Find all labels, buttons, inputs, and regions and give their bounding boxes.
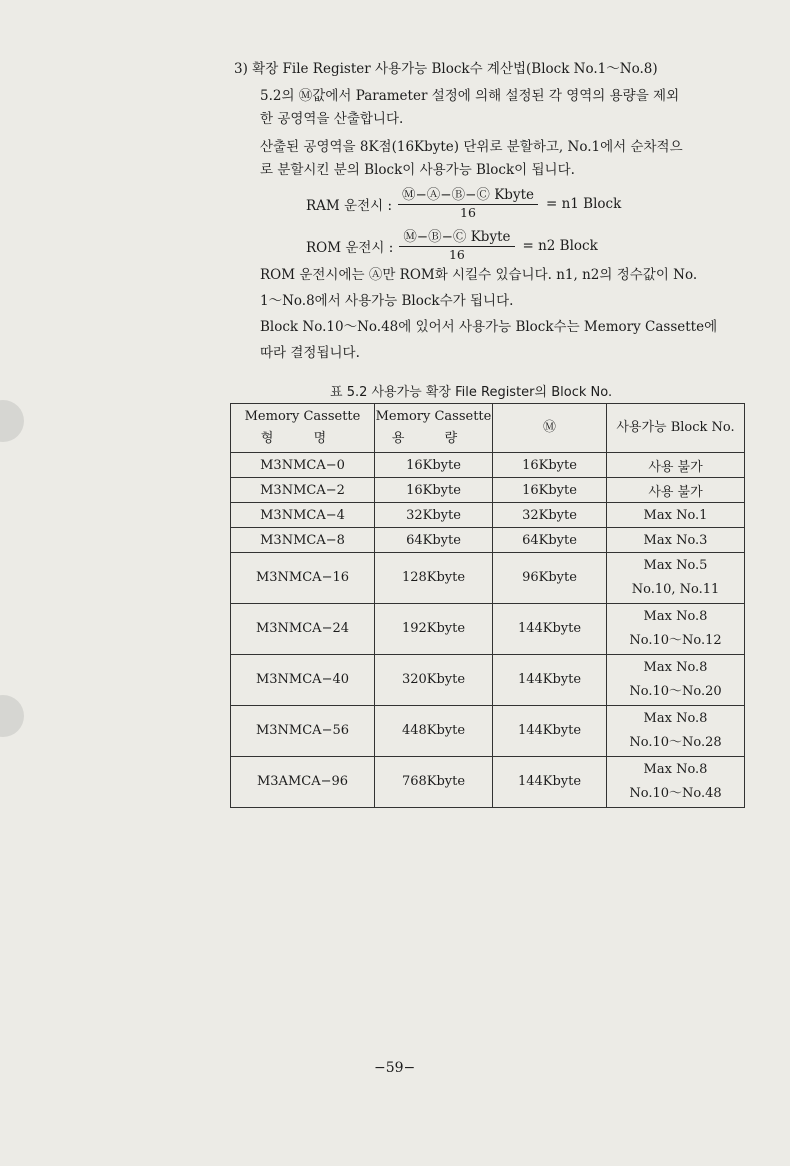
header-m: Ⓜ bbox=[493, 404, 607, 453]
paragraph-3-line-2: 1～No.8에서 사용가능 Block수가 됩니다. bbox=[260, 293, 514, 309]
paragraph-2-line-2: 로 분할시킨 분의 Block이 사용가능 Block이 됩니다. bbox=[260, 162, 575, 178]
m-cell: 144Kbyte bbox=[493, 604, 607, 655]
model-cell: M3NMCA−4 bbox=[231, 503, 375, 528]
table-row bbox=[231, 553, 745, 604]
m-cell: 16Kbyte bbox=[493, 453, 607, 478]
page-number: −59− bbox=[374, 1060, 416, 1076]
blocks-cell: Max No.3 bbox=[607, 528, 745, 553]
table-row bbox=[231, 757, 745, 808]
header-capacity: Memory Cassette 용 량 bbox=[375, 404, 493, 453]
capacity-cell: 768Kbyte bbox=[375, 757, 493, 808]
m-cell: 144Kbyte bbox=[493, 655, 607, 706]
model-cell: M3NMCA−24 bbox=[231, 604, 375, 655]
capacity-cell: 192Kbyte bbox=[375, 604, 493, 655]
capacity-cell: 16Kbyte bbox=[375, 453, 493, 478]
header-model: Memory Cassette 형 명 bbox=[231, 404, 375, 453]
binder-hole bbox=[0, 695, 24, 737]
blocks-cell: Max No.1 bbox=[607, 503, 745, 528]
model-cell: M3NMCA−40 bbox=[231, 655, 375, 706]
table-caption: 표 5.2 사용가능 확장 File Register의 Block No. bbox=[330, 385, 613, 400]
m-cell: 96Kbyte bbox=[493, 553, 607, 604]
rom-result: = n2 Block bbox=[522, 237, 598, 254]
m-cell: 144Kbyte bbox=[493, 757, 607, 808]
paragraph-2-line-1: 산출된 공영역을 8K점(16Kbyte) 단위로 분할하고, No.1에서 순차적으 bbox=[260, 139, 683, 155]
rom-formula bbox=[306, 228, 598, 263]
paragraph-4-line-1: Block No.10～No.48에 있어서 사용가능 Block수는 Memory Cassette에 bbox=[260, 319, 718, 335]
table-row bbox=[231, 453, 745, 478]
table-header-row bbox=[231, 404, 745, 453]
section-heading: 3) 확장 File Register 사용가능 Block수 계산법(Block No.1～No.8) bbox=[234, 61, 658, 77]
table-row bbox=[231, 604, 745, 655]
rom-fraction bbox=[399, 228, 514, 263]
capacity-cell: 128Kbyte bbox=[375, 553, 493, 604]
capacity-cell: 16Kbyte bbox=[375, 478, 493, 503]
paragraph-3-line-1: ROM 운전시에는 Ⓐ만 ROM화 시킬수 있습니다. n1, n2의 정수값이 No. bbox=[260, 267, 698, 283]
paragraph-4-line-2: 따라 결정됩니다. bbox=[260, 345, 360, 361]
ram-denominator: 16 bbox=[460, 205, 476, 220]
paragraph-1-line-2: 한 공영역을 산출합니다. bbox=[260, 111, 404, 127]
ram-numerator: Ⓜ−Ⓐ−Ⓑ−Ⓒ Kbyte bbox=[398, 186, 538, 205]
header-blocks: 사용가능 Block No. bbox=[607, 404, 745, 453]
table-row bbox=[231, 706, 745, 757]
rom-numerator: Ⓜ−Ⓑ−Ⓒ Kbyte bbox=[399, 228, 514, 247]
m-cell: 64Kbyte bbox=[493, 528, 607, 553]
blocks-cell: 사용 불가 bbox=[607, 453, 745, 478]
blocks-cell: Max No.8 No.10～No.20 bbox=[607, 655, 745, 706]
model-cell: M3AMCA−96 bbox=[231, 757, 375, 808]
m-cell: 16Kbyte bbox=[493, 478, 607, 503]
model-cell: M3NMCA−2 bbox=[231, 478, 375, 503]
paragraph-1-line-1: 5.2의 Ⓜ값에서 Parameter 설정에 의해 설정된 각 영역의 용량을 제외 bbox=[260, 88, 680, 104]
ram-formula bbox=[306, 186, 621, 221]
block-table bbox=[230, 403, 745, 808]
table-row bbox=[231, 478, 745, 503]
blocks-cell: Max No.8 No.10～No.12 bbox=[607, 604, 745, 655]
rom-formula-label: ROM 운전시 : bbox=[306, 239, 394, 256]
table-row bbox=[231, 655, 745, 706]
table-row bbox=[231, 503, 745, 528]
model-cell: M3NMCA−56 bbox=[231, 706, 375, 757]
ram-formula-label: RAM 운전시 : bbox=[306, 197, 392, 214]
capacity-cell: 320Kbyte bbox=[375, 655, 493, 706]
capacity-cell: 448Kbyte bbox=[375, 706, 493, 757]
ram-result: = n1 Block bbox=[546, 195, 622, 212]
m-cell: 32Kbyte bbox=[493, 503, 607, 528]
blocks-cell: Max No.8 No.10～No.28 bbox=[607, 706, 745, 757]
model-cell: M3NMCA−16 bbox=[231, 553, 375, 604]
model-cell: M3NMCA−8 bbox=[231, 528, 375, 553]
blocks-cell: Max No.5 No.10, No.11 bbox=[607, 553, 745, 604]
model-cell: M3NMCA−0 bbox=[231, 453, 375, 478]
table-row bbox=[231, 528, 745, 553]
m-cell: 144Kbyte bbox=[493, 706, 607, 757]
capacity-cell: 64Kbyte bbox=[375, 528, 493, 553]
blocks-cell: Max No.8 No.10～No.48 bbox=[607, 757, 745, 808]
rom-denominator: 16 bbox=[448, 247, 465, 262]
blocks-cell: 사용 불가 bbox=[607, 478, 745, 503]
binder-hole bbox=[0, 400, 24, 442]
capacity-cell: 32Kbyte bbox=[375, 503, 493, 528]
ram-fraction bbox=[398, 186, 538, 221]
